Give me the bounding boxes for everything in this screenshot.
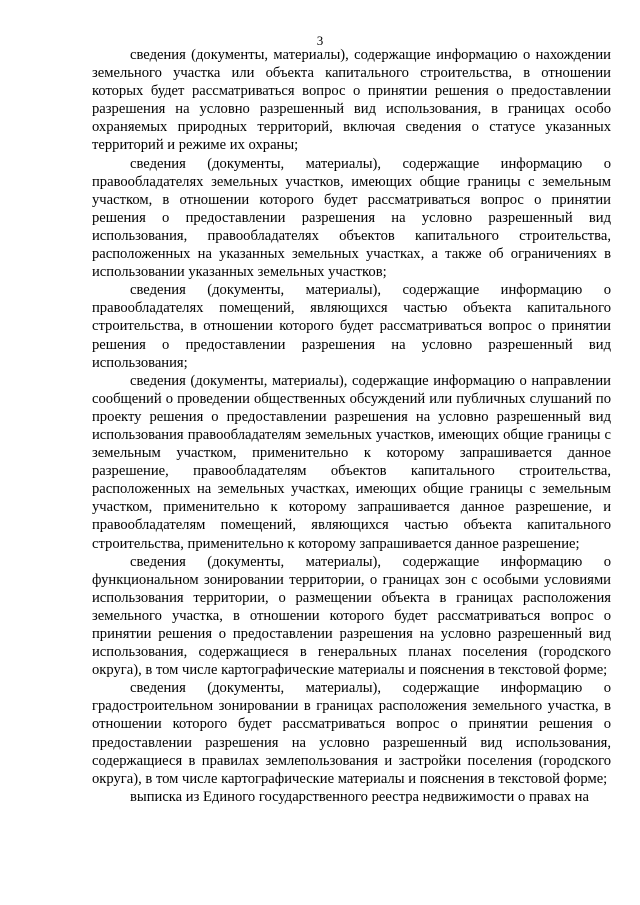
paragraph-urban-zoning: сведения (документы, материалы), содержащие информацию о градостроительном зонировании в границах расположения земельного участка, в отношении которого будет рассматриваться вопрос о принятии решения о предоставлении разрешения на условно разрешенный вид использования, содержащиеся в правилах землепользования и застройки поселения (городского округа), в том числе картографические материалы и пояснения в текстовой форме; — [92, 680, 611, 787]
paragraph-registry-extract: выписка из Единого государственного реестра недвижимости о правах на — [130, 788, 589, 805]
paragraph-functional-zoning: сведения (документы, материалы), содержащие информацию о функциональном зонировании территории, о границах зон с особыми условиями использования территории, о размещении объекта в границах расположения земельного участка, в отношении которого будет рассматриваться вопрос о принятии решения о предоставлении разрешения на условно разрешенный вид использования, содержащиеся в генеральных планах поселения (городского округа), в том числе картографические материалы и пояснения в текстовой форме; — [92, 553, 611, 679]
paragraph-land-owners: сведения (документы, материалы), содержащие информацию о правообладателях земельных участков, имеющих общие границы с земельным участком, в отношении которого будет рассматриваться вопрос о принятии решения о предоставлении разрешения на условно разрешенный вид использования, правообладателях объектов капитального строительства, расположенных на указанных земельных участках, а также об ограничениях в использовании указанных земельных участков; — [92, 155, 611, 281]
document-body — [92, 46, 611, 806]
paragraph-location-info: сведения (документы, материалы), содержащие информацию о нахождении земельного участка или объекта капитального строительства, в отношении которых будет рассматриваться вопрос о принятии решения о предоставлении разрешения на условно разрешенный вид использования, в границах особо охраняемых природных территорий, включая сведения о статусе указанных территорий и режиме их охраны; — [92, 47, 611, 154]
page-number: 3 — [316, 33, 324, 48]
paragraph-premises-owners: сведения (документы, материалы), содержащие информацию о правообладателях помещений, являющихся частью объекта капитального строительства, в отношении которого будет рассматриваться вопрос о принятии решения о предоставлении разрешения на условно разрешенный вид использования; — [92, 282, 611, 371]
paragraph-notifications: сведения (документы, материалы), содержащие информацию о направлении сообщений о проведении общественных обсуждений или публичных слушаний по проекту решения о предоставлении разрешения на условно разрешенный вид использования правообладателям земельных участков, имеющих общие границы с земельным участком, применительно к которому запрашивается данное разрешение, правообладателям объектов капитального строительства, расположенных на земельных участках, имеющих общие границы с земельным участком, применительно к которому запрашивается данное разрешение, и правообладателям помещений, являющихся частью объекта капитального строительства, применительно к которому запрашивается данное разрешение; — [92, 372, 611, 552]
